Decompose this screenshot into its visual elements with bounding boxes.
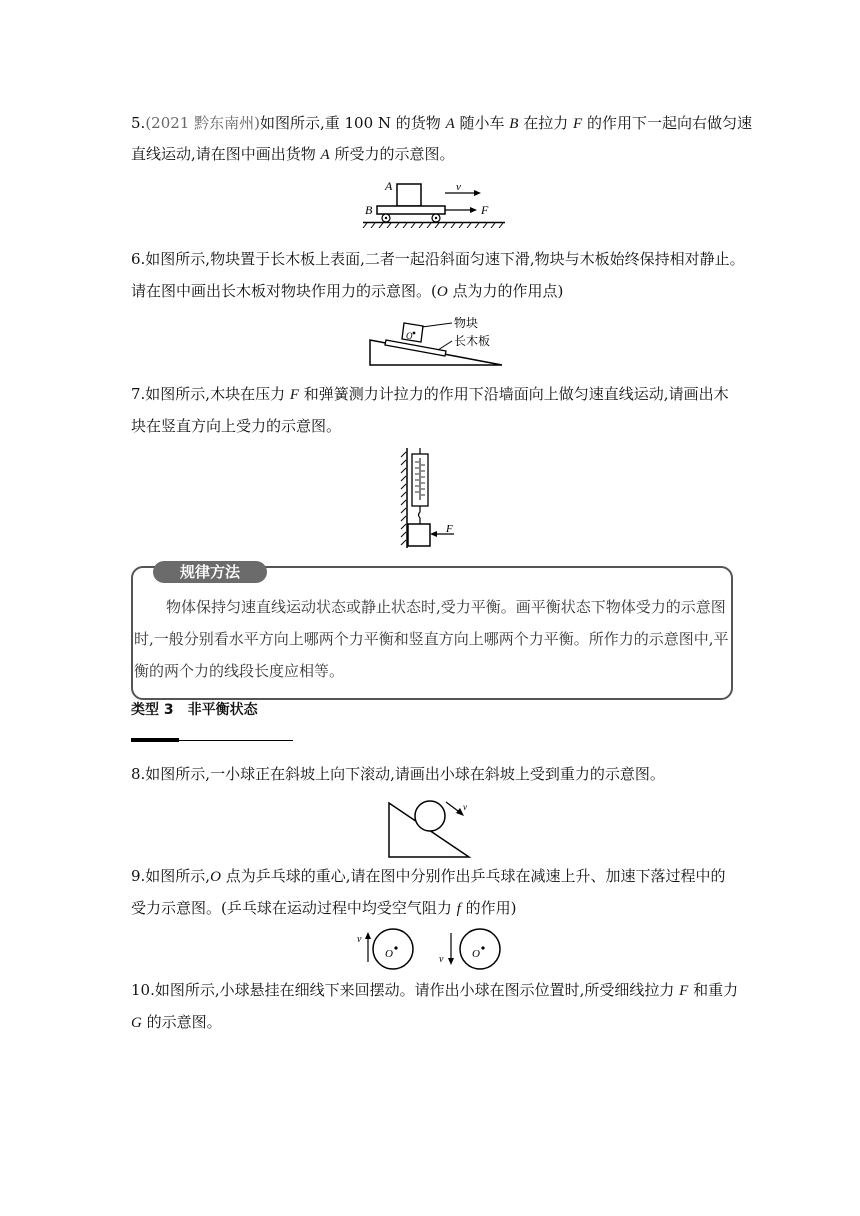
cart-body <box>377 206 445 214</box>
method-box-title: 规律方法 <box>153 561 267 583</box>
label-O-2: O <box>472 948 480 960</box>
label-F: F <box>446 523 453 535</box>
q5-line1: 5.(2021 黔东南州)如图所示,重 100 N 的货物 A 随小车 B 在拉力 F 的作用下一起向右做匀速 <box>131 114 752 132</box>
q10-line2: G 的示意图。 <box>131 1013 222 1031</box>
label-B: B <box>365 203 373 217</box>
label-v-up: v <box>357 934 362 945</box>
label-v-down: v <box>439 954 444 965</box>
label-O: O <box>406 331 413 341</box>
label-board: 长木板 <box>454 334 491 348</box>
q7-line1: 7.如图所示,木块在压力 F 和弹簧测力计拉力的作用下沿墙面向上做匀速直线运动,请画出木 <box>131 385 729 403</box>
q6-line1: 6.如图所示,物块置于长木板上表面,二者一起沿斜面匀速下滑,物块与木板始终保持相对静止。 <box>131 250 745 268</box>
section-rule-accent <box>131 738 179 742</box>
ground-hatch <box>363 223 503 228</box>
method-line1: 物体保持匀速直线运动状态或静止状态时,受力平衡。画平衡状态下物体受力的示意图 <box>166 598 726 616</box>
cargo-block <box>397 184 421 206</box>
q10-line1: 10.如图所示,小球悬挂在细线下来回摆动。请作出小球在图示位置时,所受细线拉力 F 和重力 <box>131 981 739 999</box>
wood-block <box>408 524 430 546</box>
scale-hook <box>419 506 421 524</box>
ball <box>415 801 445 831</box>
q6-incline-figure <box>366 314 506 368</box>
label-v: v <box>456 181 461 193</box>
section-heading: 类型 3 非平衡状态 <box>131 702 258 718</box>
pingpong-ball-rising <box>373 929 413 969</box>
method-line2: 时,一般分别看水平方向上哪两个力平衡和竖直方向上哪两个力平衡。所作力的示意图中,平 <box>134 630 729 648</box>
q7-line2: 块在竖直方向上受力的示意图。 <box>131 417 342 435</box>
q9-pingpong-figure <box>355 926 505 974</box>
q8-slope-figure <box>386 796 476 860</box>
q9-line1: 9.如图所示,O 点为乒乓球的重心,请在图中分别作出乒乓球在减速上升、加速下落过程中的 <box>131 867 726 885</box>
label-v: v <box>463 802 467 812</box>
label-F: F <box>481 203 489 217</box>
q5-source: (2021 黔东南州) <box>145 114 260 132</box>
label-block: 物块 <box>454 316 479 330</box>
label-A: A <box>385 179 393 193</box>
q8-line1: 8.如图所示,一小球正在斜坡上向下滚动,请画出小球在斜坡上受到重力的示意图。 <box>131 765 665 783</box>
q5-cart-figure <box>355 178 515 228</box>
q9-line2: 受力示意图。(乒乓球在运动过程中均受空气阻力 f 的作用) <box>131 899 517 917</box>
q7-wall-figure <box>396 446 466 550</box>
q6-line2: 请在图中画出长木板对物块作用力的示意图。(O 点为力的作用点) <box>131 282 564 300</box>
method-line3: 衡的两个力的线段长度应相等。 <box>134 662 345 680</box>
pingpong-ball-falling <box>460 929 500 969</box>
q5-line2: 直线运动,请在图中画出货物 A 所受力的示意图。 <box>131 145 455 163</box>
label-O-1: O <box>385 948 393 960</box>
wall-hatch <box>401 452 406 545</box>
